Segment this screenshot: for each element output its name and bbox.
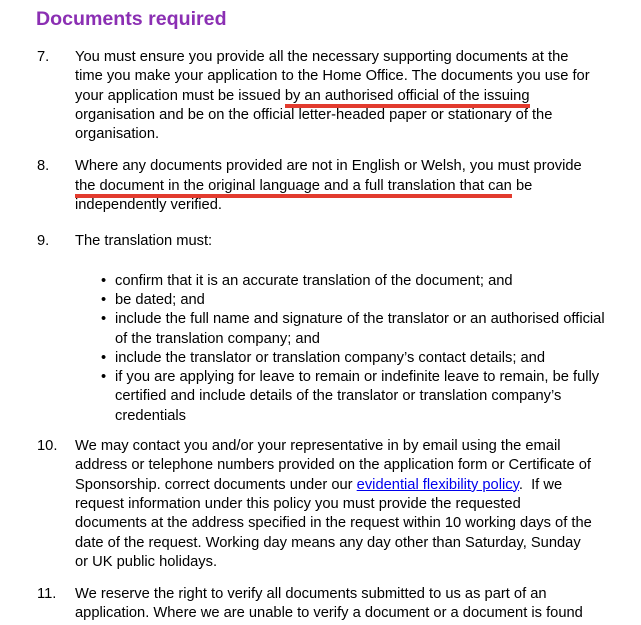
paragraph-number: 9. — [37, 233, 50, 250]
text-line: date of the request. Working day means any day other than Saturday, Sunday — [75, 534, 581, 551]
text-line: We may contact you and/or your representative in by email using the email — [75, 438, 561, 455]
paragraph-10 — [0, 437, 641, 572]
list-item — [100, 368, 641, 426]
paragraph-number: 8. — [37, 158, 50, 175]
text-line: or UK public holidays. — [75, 553, 218, 570]
page-title: Documents required — [36, 8, 227, 30]
paragraph-11 — [0, 585, 641, 624]
text-line: • be dated; and — [115, 291, 205, 308]
paragraph-number: 10. — [37, 438, 58, 455]
text-line: request information under this policy you must provide the requested — [75, 495, 521, 512]
text-line: independently verified. — [75, 197, 222, 214]
text-line: • confirm that it is an accurate translation of the document; and — [115, 272, 513, 289]
text-line: The translation must: — [75, 233, 213, 250]
text-line: certified and include details of the translator or translation company’s — [115, 388, 562, 405]
text-segment: be — [511, 177, 533, 194]
text-line: organisation and be on the official letter-headed paper or stationary of the — [75, 106, 553, 123]
list-item — [100, 310, 641, 349]
text-line: Where any documents provided are not in English or Welsh, you must provide — [75, 158, 582, 175]
paragraph-number: 7. — [37, 49, 50, 65]
list-item — [100, 349, 641, 368]
text-line: of the translation company; and — [115, 330, 320, 347]
paragraph-9 — [0, 232, 641, 251]
text-line: • if you are applying for leave to remain or indefinite leave to remain, be fully — [115, 369, 600, 386]
text-line: credentials — [115, 407, 187, 424]
text-segment: . If we — [518, 476, 563, 493]
text-segment: Sponsorship. correct documents under our — [75, 476, 357, 493]
text-line: documents at the address specified in the request within 10 working days of the — [75, 515, 592, 532]
red-underline-annotation: the document in the original language and a full translation that can — [75, 178, 512, 198]
evidential-flexibility-policy-link[interactable]: evidential flexibility policy — [356, 476, 519, 493]
list-item — [100, 291, 641, 310]
text-line: time you make your application to the Home Office. The documents you use for — [75, 68, 590, 85]
paragraph-7 — [0, 48, 641, 144]
text-line: We reserve the right to verify all documents submitted to us as part of an — [75, 586, 547, 603]
text-line: • include the translator or translation company’s contact details; and — [115, 349, 545, 366]
paragraph-8 — [0, 157, 641, 215]
list-item — [100, 272, 641, 291]
text-line: application. Where we are unable to verify a document or a document is found — [75, 605, 583, 622]
red-underline-annotation: by an authorised official of the issuing — [285, 88, 530, 108]
text-line — [75, 177, 641, 196]
text-line: address or telephone numbers provided on the application form or Certificate of — [75, 457, 591, 474]
text-segment: your application must be issued — [75, 87, 285, 104]
text-line: • include the full name and signature of the translator or an authorised official — [115, 311, 605, 328]
text-line — [75, 87, 641, 106]
translation-requirements-list — [0, 272, 641, 426]
text-line — [75, 476, 641, 495]
paragraph-number: 11. — [37, 586, 57, 603]
text-line: You must ensure you provide all the necessary supporting documents at the — [75, 49, 569, 65]
text-line: organisation. — [75, 126, 160, 143]
